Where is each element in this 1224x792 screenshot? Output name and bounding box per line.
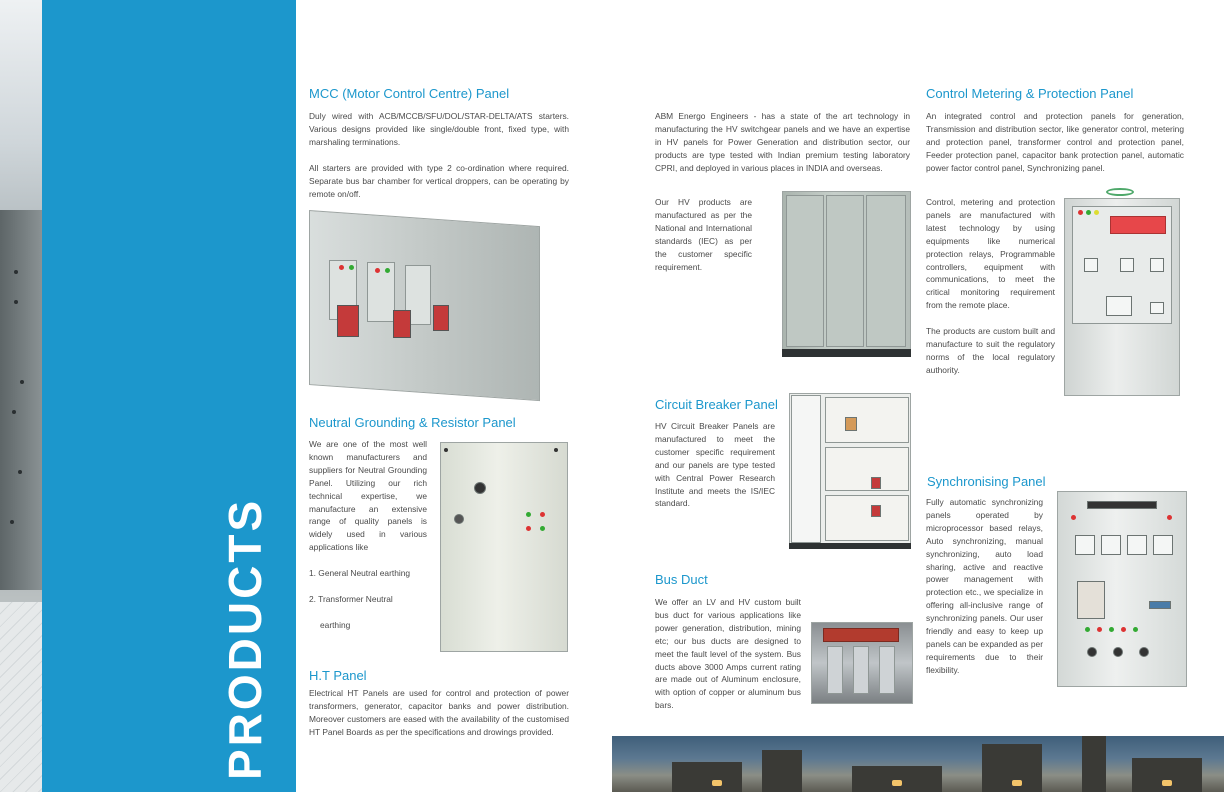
hv-panel-image <box>782 191 911 357</box>
ht-body <box>309 687 569 739</box>
busduct-body <box>655 596 801 712</box>
ht-paragraph: Electrical HT Panels are used for control and protection of power transformers, generator, capacitor banks and power distribution. Moreover customers are eased with the availability of the customised HT Panel Boards as per the specifications and drowings provided. <box>309 688 569 737</box>
busduct-image <box>811 622 913 704</box>
cbp-heading: Circuit Breaker Panel <box>655 397 778 412</box>
plant-photo <box>612 736 1224 792</box>
intro-paragraph: ABM Energo Engineers - has a state of the art technology in manufacturing the HV switchgear panels and we have an expertise in HV panels for Power Generation and distribution sector, our products are type tested with Indian premium testing laboratory CPRI, and deployed in various places in INDIA and overseas. <box>655 111 910 173</box>
left-switchgear-photo <box>0 0 42 792</box>
cbp-paragraph: HV Circuit Breaker Panels are manufactured to meet the customer specific requirement and our panels are type tested with Central Power Research Institute and meets the IS/IEC standard. <box>655 421 775 509</box>
mcc-panel-image <box>309 210 540 385</box>
intro-paragraph-2: Our HV products are manufactured as per the National and International standards (IEC) as per the customer specific requirement. <box>655 197 752 272</box>
cmp-body <box>926 110 1184 175</box>
ht-heading: H.T Panel <box>309 668 367 683</box>
ngr-list-item-2: 2. Transformer Neutral <box>309 594 393 605</box>
cmp-heading: Control Metering & Protection Panel <box>926 86 1134 101</box>
mcc-heading: MCC (Motor Control Centre) Panel <box>309 86 510 101</box>
ngr-body <box>309 438 427 632</box>
cmp-paragraph-2: Control, metering and protection panels are manufactured with latest technology by using equipments like numerical protection relays, Programmable controllers, equipment with communications, to meet the critical monitoring requirement from the remote place. <box>926 197 1055 311</box>
busduct-heading: Bus Duct <box>655 572 708 587</box>
cmp-paragraph-3: The products are custom built and manufacture to suit the regulatory norms of the local regulatory authority. <box>926 326 1055 375</box>
mcc-paragraph-2: All starters are provided with type 2 co-ordination where required. Separate bus bar chamber for vertical droppers, can be operating by remote on/off. <box>309 162 569 199</box>
page-title: PRODUCTS <box>219 497 271 780</box>
ngr-panel-image <box>440 442 568 654</box>
sync-paragraph: Fully automatic synchronizing panels operated by microprocessor based relays, Auto synchronizing, manual synchronizing, auto load sharing, active and reactive power management with protection etc., we specialize in offering all-inclusive range of synchronizing panels. Our user friendly and easy to keep up panels can be expanded as per requirements due to their flexibility. <box>926 497 1043 675</box>
sync-heading: Synchronising Panel <box>927 474 1046 489</box>
mcc-paragraph-1: Duly wired with ACB/MCCB/SFU/DOL/STAR-DELTA/ATS starters. Various designs provided like single/double front, fixed type, with marshaling terminations. <box>309 111 569 147</box>
busduct-paragraph: We offer an LV and HV custom built bus duct for various applications like power generation, distribution, mining etc; our bus ducts are designed to meet the fault level of the system. Bus ducts above 3000 Amps current rating are made out of Aluminum enclosure, with option of copper or aluminum bus bars. <box>655 597 801 711</box>
ngr-heading: Neutral Grounding & Resistor Panel <box>309 415 516 430</box>
cmp-body-2 <box>926 196 1055 377</box>
cmp-panel-image <box>1064 186 1180 398</box>
ngr-list-item-1: 1. General Neutral earthing <box>309 568 411 579</box>
mcc-body <box>309 110 569 200</box>
ngr-list-item-3: earthing <box>320 619 351 630</box>
ngr-paragraph: We are one of the most well known manufacturers and suppliers for Neutral Grounding Panel. Utilizing our rich technical expertise, we manufacture an extensive range of quality panels is widely used in various applications like <box>309 439 427 553</box>
sync-body <box>926 496 1043 677</box>
cbp-panel-image <box>789 393 911 551</box>
sync-panel-image <box>1057 491 1187 689</box>
cmp-paragraph-1: An integrated control and protection panels for generation, Transmission and distribution sector, like generator control, metering and protection panel, transformer control and protection panel, Feeder protection panel, capacitor bank protection panel, automatic power factor control panel, Synchronizing panel. <box>926 111 1184 173</box>
cbp-body <box>655 420 775 510</box>
